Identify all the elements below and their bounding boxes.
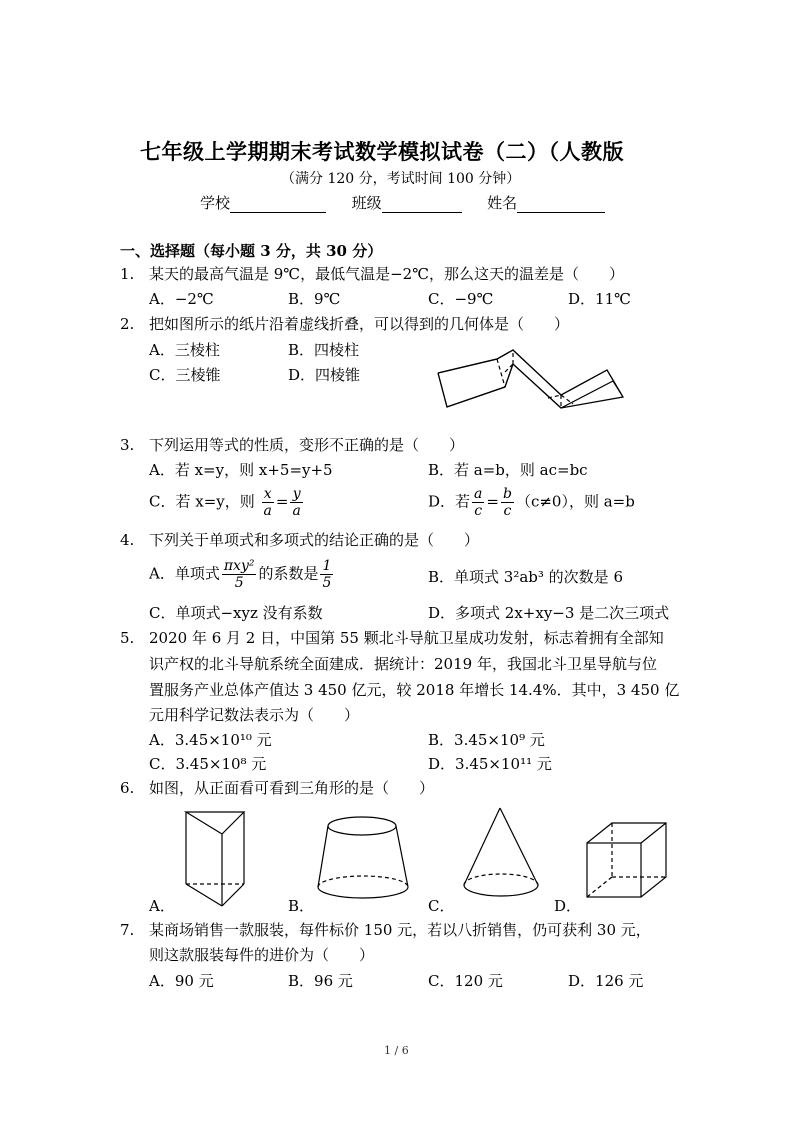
q2-option-c[interactable]: C．三棱锥 [149,366,221,384]
q5-option-b[interactable]: B．3.45×10⁹ 元 [428,731,545,749]
q7-line-1: 某商场销售一款服装，每件标价 150 元，若以八折销售，仍可获利 30 元， [149,921,651,939]
q1-number: 1. [120,265,135,283]
q1-option-b[interactable]: B．9℃ [288,290,341,308]
numerator: x [262,486,274,503]
numerator: a [474,486,483,502]
denominator: 5 [322,575,332,591]
q5-line-4: 元用科学记数法表示为（ ） [149,706,360,724]
q3-d-suffix: （c≠0），则 a=b [515,492,635,511]
q5-option-d[interactable]: D．3.45×10¹¹ 元 [428,755,552,773]
q2-option-a[interactable]: A．三棱柱 [149,341,220,359]
denominator: c [474,503,483,519]
q2-option-d[interactable]: D．四棱锥 [288,366,361,384]
q5-number: 5. [120,629,135,647]
numerator: 1 [322,558,332,574]
q4-a-prefix: A．单项式 [149,564,220,583]
denominator: a [263,503,272,519]
q2-number: 2. [120,315,135,333]
denominator: c [503,503,512,519]
q7-number: 7. [120,921,135,939]
q3-number: 3. [120,436,135,454]
school-label: 学校 [200,194,231,212]
q4-option-d[interactable]: D．多项式 2x+xy−3 是二次三项式 [428,604,670,622]
numerator: b [502,486,512,502]
q3-option-a[interactable]: A．若 x=y，则 x+5=y+5 [149,461,333,479]
numerator: πxy² [223,558,255,574]
q7-option-c[interactable]: C．120 元 [428,972,503,990]
q5-line-1: 2020 年 6 月 2 日，中国第 55 颗北斗导航卫星成功发射，标志着拥有全部知 [149,629,664,647]
frustum-figure [318,817,408,898]
equals-sign: = [486,492,499,511]
denominator: 5 [234,575,244,591]
q7-line-2: 则这款服装每件的进价为（ ） [149,946,375,964]
numerator: y [290,486,302,503]
page-title: 七年级上学期期末考试数学模拟试卷（二）（人教版 [140,139,624,164]
q6-number: 6. [120,779,135,797]
equals-sign: = [275,492,289,511]
q3-c-prefix: C．若 x=y，则 [149,492,255,511]
name-label: 姓名 [487,194,518,212]
q7-option-b[interactable]: B．96 元 [288,972,353,990]
q7-option-d[interactable]: D．126 元 [568,972,644,990]
q1-option-a[interactable]: A．−2℃ [149,290,214,308]
q6-option-c[interactable]: C． [428,897,455,915]
section-heading: 一、选择题（每小题 3 分，共 30 分） [120,242,383,260]
q4-a-mid: 的系数是 [258,564,319,583]
q2-option-b[interactable]: B．四棱柱 [288,341,360,359]
q1-stem: 某天的最高气温是 9℃，最低气温是−2℃，那么这天的温差是（ ） [149,265,624,283]
cube-figure [587,823,666,897]
q6-option-a[interactable]: A． [149,897,175,915]
triangular-prism-figure [186,812,244,906]
q4-option-c[interactable]: C．单项式−xyz 没有系数 [149,604,323,622]
q5-line-2: 识产权的北斗导航系统全面建成．据统计：2019 年，我国北斗卫星导航与位 [149,655,657,673]
q1-option-c[interactable]: C．−9℃ [428,290,494,308]
q1-option-d[interactable]: D．11℃ [568,290,631,308]
q3-stem: 下列运用等式的性质，变形不正确的是（ ） [149,436,465,454]
q3-option-b[interactable]: B．若 a=b，则 ac=bc [428,461,588,479]
q4-stem: 下列关于单项式和多项式的结论正确的是（ ） [149,531,480,549]
q6-stem: 如图，从正面看可看到三角形的是（ ） [149,779,435,797]
q3-d-prefix: D．若 [428,492,471,511]
q5-option-a[interactable]: A．3.45×10¹⁰ 元 [149,731,272,749]
q4-option-b[interactable]: B．单项式 3²ab³ 的次数是 6 [428,568,623,586]
q6-option-b[interactable]: B． [288,897,315,915]
q5-line-3: 置服务产业总体产值达 3 450 亿元，较 2018 年增长 14.4%．其中，3 450 亿 [149,681,680,699]
q2-stem: 把如图所示的纸片沿着虚线折叠，可以得到的几何体是（ ） [149,315,570,333]
page-number: 1 / 6 [384,1044,409,1057]
q5-option-c[interactable]: C．3.45×10⁸ 元 [149,755,267,773]
denominator: a [292,503,301,519]
cone-figure [464,808,538,896]
q4-number: 4. [120,531,135,549]
exam-info: （满分 120 分，考试时间 100 分钟） [281,171,521,187]
q7-option-a[interactable]: A．90 元 [149,972,214,990]
class-label: 班级 [351,194,382,212]
q6-option-d[interactable]: D． [554,897,582,915]
